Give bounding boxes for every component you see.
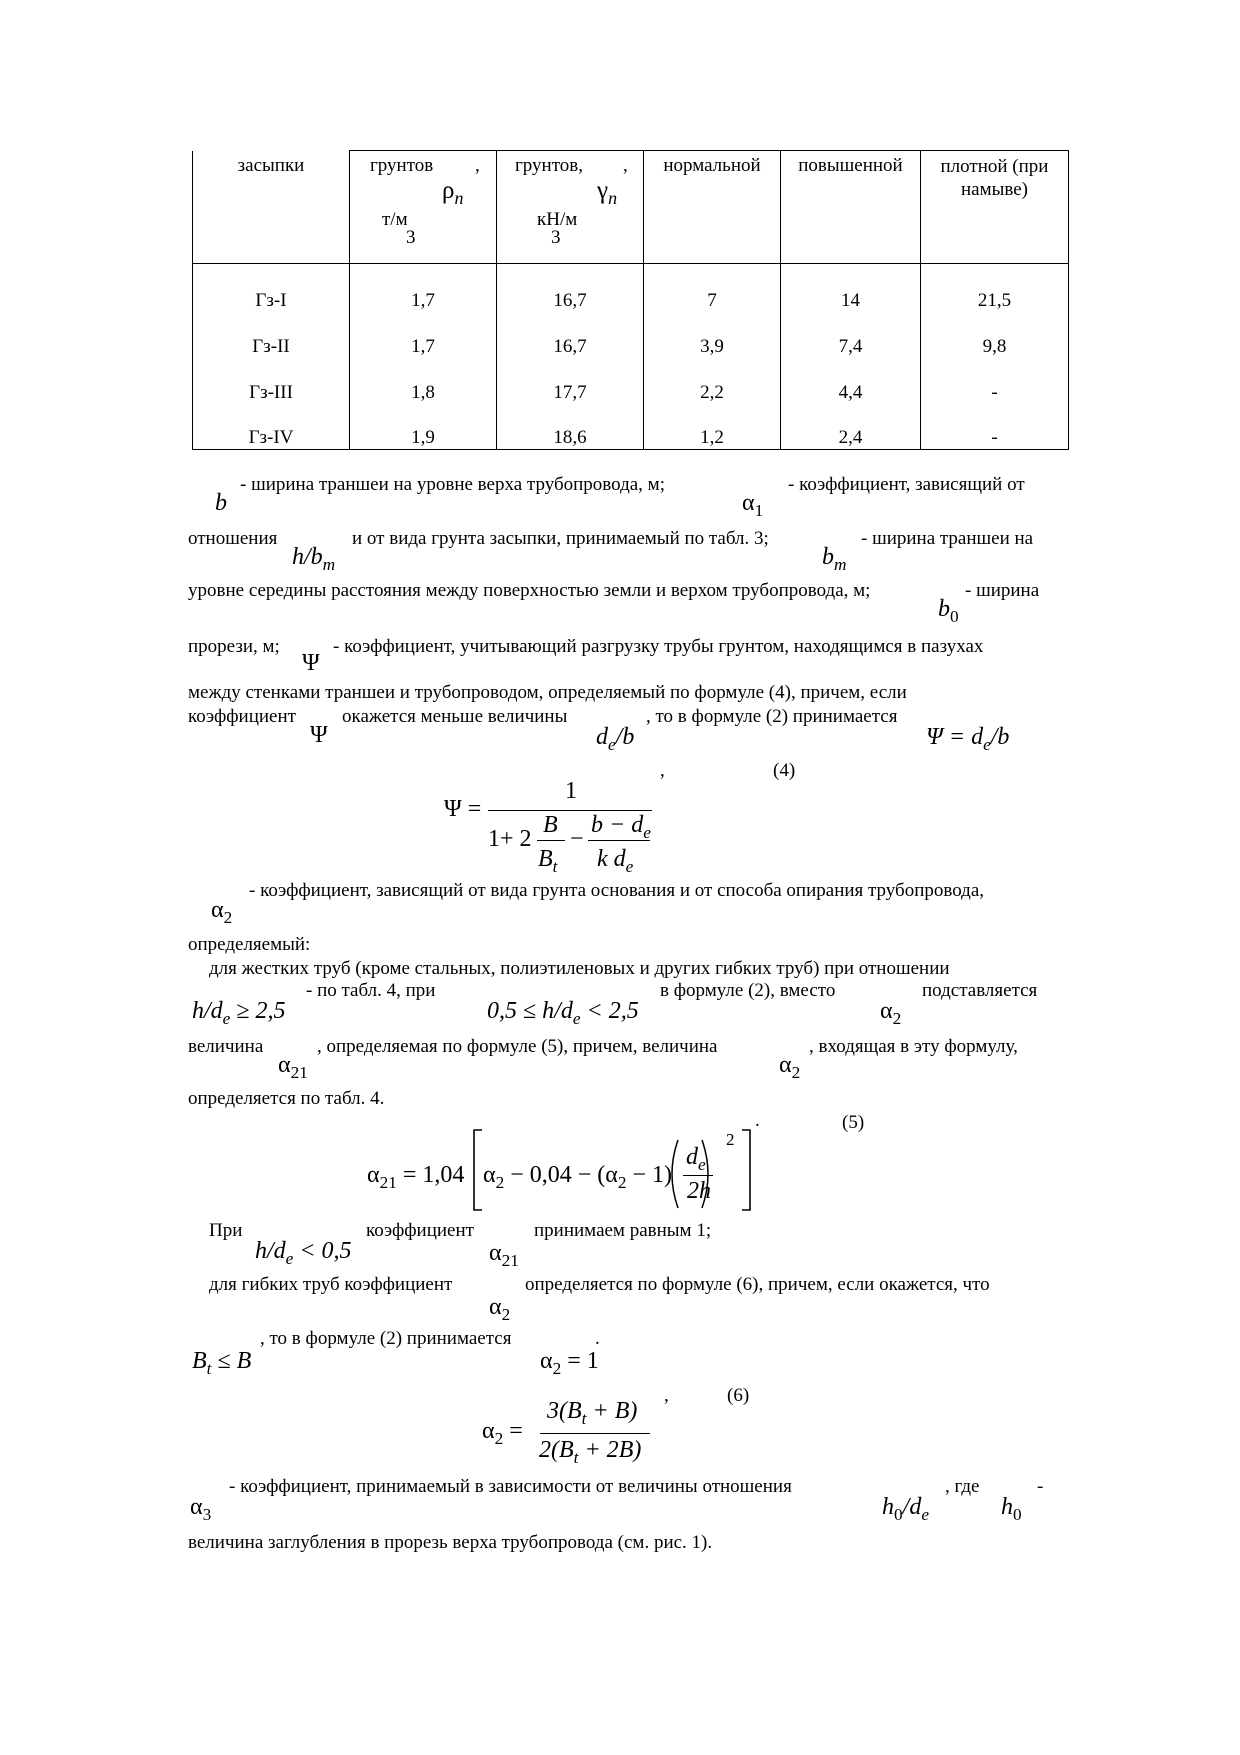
header-weight-comma: , — [623, 155, 628, 176]
text-line: величина — [188, 1036, 264, 1057]
header-density — [350, 151, 497, 264]
math-2h: 2h — [687, 1178, 711, 1204]
math-alpha2: $\alpha_2$ — [211, 897, 233, 928]
header-density-cube: 3 — [406, 227, 416, 248]
header-weight-cube: 3 — [551, 227, 561, 248]
math-de: $d_e$ — [686, 1144, 706, 1175]
header-weight — [497, 151, 644, 264]
table-cell: 7,4 — [781, 312, 921, 358]
math-alpha3: $\alpha_3$ — [190, 1494, 212, 1525]
formula-dot: . — [755, 1110, 760, 1131]
text-line: , входящая в эту формулу, — [809, 1036, 1018, 1057]
text-line: прорези, м; — [188, 636, 280, 657]
table-cell: 14 — [781, 264, 921, 312]
math-psi-equals: $\Psi = d_e/b$ — [926, 724, 1010, 755]
text-line: - — [1037, 1476, 1044, 1497]
soil-properties-table — [192, 150, 1069, 450]
header-high-label: повышенной — [798, 155, 903, 176]
table-cell: Гз-I — [193, 264, 350, 312]
math-psi: Ψ = — [444, 796, 482, 822]
math-alpha2-minus: $\alpha_2 - 0,04 - (\alpha_2 - 1)$ — [483, 1162, 673, 1193]
rho-n-symbol: $\rho_n$ — [442, 177, 464, 209]
text-line: подставляется — [922, 980, 1038, 1001]
text-line: При — [209, 1220, 243, 1241]
table-cell: 4,4 — [781, 358, 921, 404]
table-row — [193, 358, 1069, 404]
table-cell: 16,7 — [497, 312, 644, 358]
math-Bt: $B_t$ — [538, 846, 558, 877]
math-denominator-6: $2(B_t + 2B)$ — [539, 1437, 642, 1468]
text-line: - ширина — [965, 580, 1040, 601]
fraction-bar — [588, 840, 650, 841]
header-backfill-label: засыпки — [237, 154, 305, 176]
math-alpha1: $\alpha_1$ — [742, 490, 764, 521]
math-k-de: k $d_e$ — [597, 846, 634, 877]
math-minus: − — [570, 826, 584, 852]
math-alpha21: $\alpha_{21}$ — [278, 1052, 308, 1083]
header-weight-unit: кН/м — [537, 209, 578, 230]
math-one-plus-two: 1+ 2 — [488, 826, 532, 852]
text-line: принимаем равным 1; — [534, 1220, 712, 1241]
text-line: - по табл. 4, при — [306, 980, 436, 1001]
math-psi: Ψ — [302, 650, 320, 676]
header-dense-label: плотной (при намыве) — [940, 156, 1049, 200]
header-density-label: грунтов — [370, 155, 434, 176]
text-line: - коэффициент, зависящий от вида грунта основания и от способа опирания трубопровода, — [249, 880, 985, 901]
math-b: b — [215, 490, 227, 516]
math-h-over-de-lt: $h/d_e < 0,5$ — [255, 1238, 352, 1269]
right-bracket — [738, 1128, 758, 1212]
text-line: - коэффициент, учитывающий разгрузку трубы грунтом, находящимся в пазухах — [333, 636, 984, 657]
table-cell: 16,7 — [497, 264, 644, 312]
table-cell: - — [921, 404, 1069, 450]
table-row — [193, 312, 1069, 358]
header-normal — [644, 151, 781, 264]
text-line: коэффициент — [366, 1220, 474, 1241]
gamma-n-symbol: $\gamma_n$ — [597, 177, 618, 209]
text-line: в формуле (2), вместо — [660, 980, 836, 1001]
text-line: уровне середины расстояния между поверхностью земли и верхом трубопровода, м; — [188, 580, 871, 601]
text-line: - ширина траншеи на — [861, 528, 1034, 549]
math-psi: Ψ — [310, 722, 328, 748]
math-alpha2-eq: $\alpha_2$ = — [482, 1418, 523, 1449]
text-line: определяется по формуле (6), причем, если окажется, что — [525, 1274, 990, 1295]
table-cell: Гз-IV — [193, 404, 350, 450]
header-dense — [921, 151, 1069, 264]
text-line: определяемый: — [188, 934, 311, 955]
formula-comma: , — [660, 760, 665, 781]
math-one: 1 — [565, 778, 577, 804]
math-Bt-le-B: $B_t \le B$ — [192, 1348, 252, 1379]
table-cell: 7 — [644, 264, 781, 312]
text-line: величина заглубления в прорезь верха трубопровода (см. рис. 1). — [188, 1532, 713, 1553]
table-cell: 17,7 — [497, 358, 644, 404]
fraction-bar — [540, 1433, 650, 1434]
table-cell: 1,2 — [644, 404, 781, 450]
table-row — [193, 264, 1069, 312]
text-line: коэффициент — [188, 706, 296, 727]
math-de-over-b: $d_e/b$ — [596, 724, 635, 755]
table-cell: 1,7 — [350, 312, 497, 358]
math-numerator-6: $3(B_t + B)$ — [547, 1398, 638, 1429]
table-cell: Гз-III — [193, 358, 350, 404]
math-range: $0,5 \le h/d_e < 2,5$ — [487, 998, 639, 1029]
header-density-comma: , — [475, 155, 480, 176]
math-alpha2-eq-1: $\alpha_2 = 1$ — [540, 1348, 599, 1379]
table-cell: 1,8 — [350, 358, 497, 404]
math-B: B — [543, 812, 558, 838]
table-cell: - — [921, 358, 1069, 404]
table-row — [193, 404, 1069, 450]
table-header-row — [193, 151, 1069, 264]
math-alpha21-eq: $\alpha_{21} = 1,04$ — [367, 1162, 465, 1193]
text-line: , то в формуле (2) принимается — [646, 706, 898, 727]
header-density-unit: т/м — [382, 209, 408, 230]
math-h-over-bm: $h/b_m$ — [292, 544, 336, 575]
text-line: . — [595, 1328, 600, 1349]
text-line: между стенками траншеи и трубопроводом, определяемый по формуле (4), причем, если — [188, 682, 907, 703]
math-h0: $h_0$ — [1001, 1494, 1022, 1525]
table-cell: 1,7 — [350, 264, 497, 312]
math-alpha21: $\alpha_{21}$ — [489, 1240, 519, 1271]
fraction-bar — [537, 840, 565, 841]
math-alpha2: $\alpha_2$ — [779, 1052, 801, 1083]
math-bm: $b_m$ — [822, 544, 847, 575]
fraction-bar — [488, 810, 652, 811]
text-line: , то в формуле (2) принимается — [260, 1328, 512, 1349]
text-line: , где — [945, 1476, 980, 1497]
table-cell: 3,9 — [644, 312, 781, 358]
text-line: - коэффициент, принимаемый в зависимости от величины отношения — [229, 1476, 792, 1497]
text-line: окажется меньше величины — [342, 706, 568, 727]
table-cell: 18,6 — [497, 404, 644, 450]
math-h0-over-de: $h_0/d_e$ — [882, 1494, 929, 1525]
table-cell: Гз-II — [193, 312, 350, 358]
formula-number-5: (5) — [842, 1112, 865, 1133]
text-line: - ширина траншеи на уровне верха трубопровода, м; — [240, 474, 665, 495]
table-cell: 1,9 — [350, 404, 497, 450]
math-b-minus-de: $b - d_e$ — [591, 812, 651, 843]
text-line: - коэффициент, зависящий от — [788, 474, 1025, 495]
table-cell: 21,5 — [921, 264, 1069, 312]
fraction-bar — [683, 1175, 713, 1176]
table-cell: 2,2 — [644, 358, 781, 404]
formula-number-6: (6) — [727, 1385, 750, 1406]
formula-comma: , — [664, 1385, 669, 1406]
text-line: для жестких труб (кроме стальных, полиэтиленовых и других гибких труб) при отношении — [209, 958, 950, 979]
math-alpha2: $\alpha_2$ — [489, 1294, 511, 1325]
header-normal-label: нормальной — [663, 155, 761, 176]
table-cell: 2,4 — [781, 404, 921, 450]
text-line: и от вида грунта засыпки, принимаемый по табл. 3; — [352, 528, 769, 549]
text-line: определяется по табл. 4. — [188, 1088, 385, 1109]
math-b0: $b_0$ — [938, 596, 959, 627]
math-alpha2: $\alpha_2$ — [880, 998, 902, 1029]
header-high — [781, 151, 921, 264]
text-line: , определяемая по формуле (5), причем, величина — [317, 1036, 718, 1057]
text-line: для гибких труб коэффициент — [209, 1274, 453, 1295]
math-exponent-2: 2 — [726, 1130, 735, 1149]
text-line: отношения — [188, 528, 278, 549]
header-weight-label: грунтов, — [515, 155, 583, 176]
formula-number-4: (4) — [773, 760, 796, 781]
table-cell: 9,8 — [921, 312, 1069, 358]
math-h-over-de-ge: $h/d_e \ge 2,5$ — [192, 998, 286, 1029]
header-backfill — [193, 151, 350, 264]
